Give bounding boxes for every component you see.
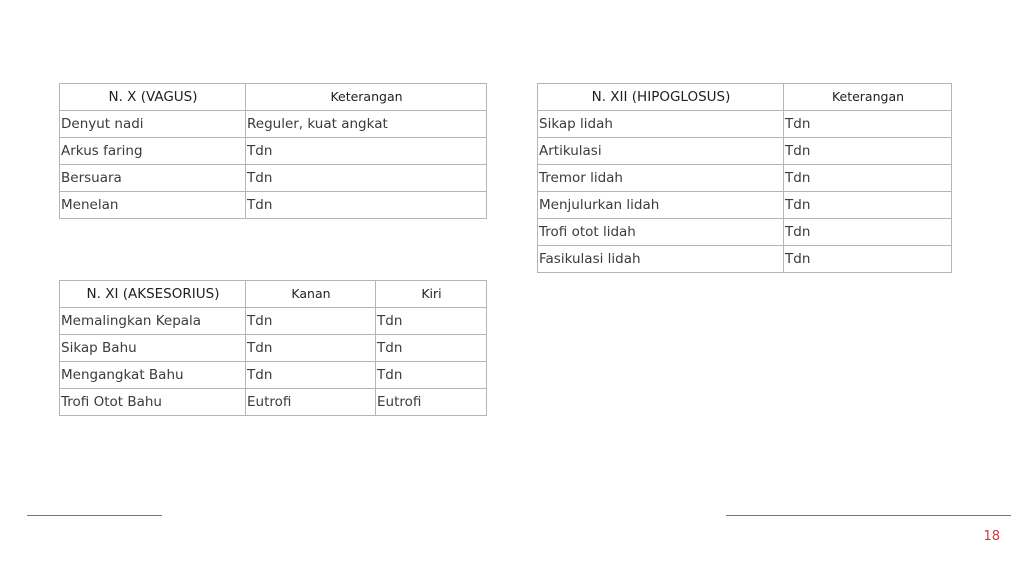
row-label: Tremor lidah [538, 165, 784, 192]
row-label: Sikap lidah [538, 111, 784, 138]
hipoglosus-table [537, 83, 952, 273]
row-value: Tdn [784, 192, 952, 219]
vagus-title: N. X (VAGUS) [60, 84, 246, 111]
table-row [60, 138, 487, 165]
row-label: Arkus faring [60, 138, 246, 165]
hipoglosus-keterangan-header: Keterangan [784, 84, 952, 111]
table-row [60, 389, 487, 416]
row-label: Bersuara [60, 165, 246, 192]
row-value: Tdn [784, 138, 952, 165]
table-row [60, 335, 487, 362]
row-value: Tdn [784, 165, 952, 192]
hipoglosus-title: N. XII (HIPOGLOSUS) [538, 84, 784, 111]
row-value: Tdn [784, 111, 952, 138]
vagus-table [59, 83, 487, 219]
table-row [538, 246, 952, 273]
row-label: Denyut nadi [60, 111, 246, 138]
row-label: Memalingkan Kepala [60, 308, 246, 335]
row-value: Tdn [246, 192, 487, 219]
row-label: Menjulurkan lidah [538, 192, 784, 219]
footer-left-divider [27, 515, 162, 516]
row-value: Tdn [246, 138, 487, 165]
row-label: Trofi otot lidah [538, 219, 784, 246]
row-kanan: Tdn [246, 362, 376, 389]
vagus-keterangan-header: Keterangan [246, 84, 487, 111]
row-value: Tdn [784, 219, 952, 246]
table-row [538, 111, 952, 138]
row-label: Artikulasi [538, 138, 784, 165]
row-label: Sikap Bahu [60, 335, 246, 362]
aksesorius-title: N. XI (AKSESORIUS) [60, 281, 246, 308]
row-label: Fasikulasi lidah [538, 246, 784, 273]
row-label: Mengangkat Bahu [60, 362, 246, 389]
table-row [60, 111, 487, 138]
row-kiri: Tdn [376, 308, 487, 335]
page-number: 18 [983, 529, 1000, 544]
table-row [60, 165, 487, 192]
table-row [60, 308, 487, 335]
table-row [538, 138, 952, 165]
table-header-row [538, 84, 952, 111]
row-kiri: Tdn [376, 362, 487, 389]
table-row [538, 165, 952, 192]
row-kanan: Tdn [246, 335, 376, 362]
row-value: Tdn [246, 165, 487, 192]
table-row [538, 192, 952, 219]
table-header-row [60, 281, 487, 308]
aksesorius-table [59, 280, 487, 416]
row-kanan: Eutrofi [246, 389, 376, 416]
row-kanan: Tdn [246, 308, 376, 335]
aksesorius-kiri-header: Kiri [376, 281, 487, 308]
row-value: Reguler, kuat angkat [246, 111, 487, 138]
row-kiri: Tdn [376, 335, 487, 362]
table-row [60, 192, 487, 219]
table-row [60, 362, 487, 389]
row-label: Trofi Otot Bahu [60, 389, 246, 416]
table-row [538, 219, 952, 246]
row-kiri: Eutrofi [376, 389, 487, 416]
row-label: Menelan [60, 192, 246, 219]
row-value: Tdn [784, 246, 952, 273]
footer-right-divider [726, 515, 1011, 516]
aksesorius-kanan-header: Kanan [246, 281, 376, 308]
table-header-row [60, 84, 487, 111]
